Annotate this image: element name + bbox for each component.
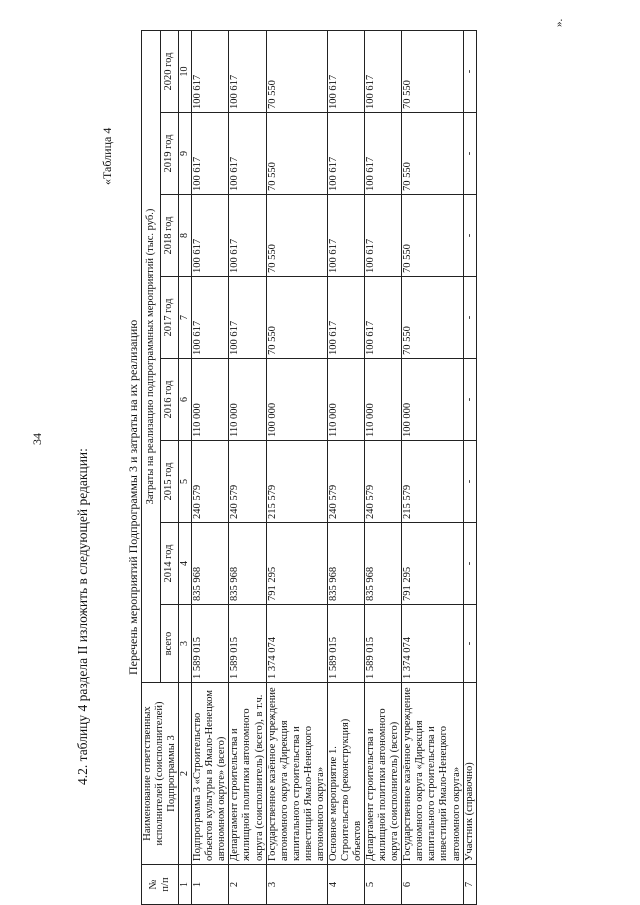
table-row bbox=[266, 31, 327, 905]
row-value: 835 968 bbox=[365, 523, 402, 605]
row-value: 70 550 bbox=[402, 31, 463, 113]
column-index: 2 bbox=[179, 683, 192, 865]
table-title: Перечень мероприятий Подпрограммы 3 и затраты на их реализацию bbox=[126, 319, 140, 675]
row-name: Государственное казённое учреждение автономного округа «Дирекция капитального строительства и инвестиций Ямало-Ненецкого автономного округа» bbox=[266, 683, 327, 865]
row-value: 835 968 bbox=[327, 523, 364, 605]
row-value: 70 550 bbox=[266, 31, 327, 113]
program-costs-table bbox=[141, 30, 477, 905]
row-number: 4 bbox=[327, 865, 364, 905]
row-value: 100 617 bbox=[229, 277, 266, 359]
row-value: 100 617 bbox=[229, 31, 266, 113]
column-index: 10 bbox=[179, 31, 192, 113]
column-index: 6 bbox=[179, 359, 192, 441]
header-num: № п/п bbox=[142, 865, 179, 905]
header-year: 2016 год bbox=[160, 359, 179, 441]
row-value: 100 617 bbox=[327, 31, 364, 113]
header-costs: Затраты на реализацию подпрограммных мероприятий (тыс. руб.) bbox=[142, 31, 161, 683]
row-value: 70 550 bbox=[266, 277, 327, 359]
row-value: 240 579 bbox=[327, 441, 364, 523]
row-value: 240 579 bbox=[192, 441, 229, 523]
row-value: - bbox=[463, 31, 476, 113]
row-value: - bbox=[463, 359, 476, 441]
header-year: 2019 год bbox=[160, 113, 179, 195]
row-name: Участник (справочно) bbox=[463, 683, 476, 865]
row-value: 100 617 bbox=[365, 195, 402, 277]
row-name: Основное мероприятие 1. Строительство (реконструкция) объектов bbox=[327, 683, 364, 865]
row-value: 100 617 bbox=[327, 113, 364, 195]
row-value: 100 617 bbox=[327, 277, 364, 359]
row-value: 100 617 bbox=[192, 195, 229, 277]
row-value: 100 617 bbox=[365, 277, 402, 359]
row-value: 100 617 bbox=[192, 113, 229, 195]
row-value: - bbox=[463, 523, 476, 605]
row-value: 70 550 bbox=[402, 195, 463, 277]
table-row bbox=[229, 31, 266, 905]
column-index: 4 bbox=[179, 523, 192, 605]
table-row bbox=[365, 31, 402, 905]
page-number: 34 bbox=[30, 433, 44, 445]
row-value: - bbox=[463, 113, 476, 195]
row-value: 240 579 bbox=[229, 441, 266, 523]
row-total: 1 589 015 bbox=[229, 605, 266, 683]
row-value: 215 579 bbox=[266, 441, 327, 523]
header-year: 2014 год bbox=[160, 523, 179, 605]
row-value: 100 617 bbox=[365, 113, 402, 195]
row-value: 240 579 bbox=[365, 441, 402, 523]
row-value: 100 617 bbox=[229, 195, 266, 277]
row-total: 1 589 015 bbox=[327, 605, 364, 683]
row-name: Государственное казённое учреждение автономного округа «Дирекция капитального строительства и инвестиций Ямало-Ненецкого автономного округа» bbox=[402, 683, 463, 865]
row-name: Департамент строительства и жилищной политики автономного округа (соисполнитель) (всего) bbox=[365, 683, 402, 865]
row-value: 70 550 bbox=[266, 195, 327, 277]
row-value: 70 550 bbox=[266, 113, 327, 195]
row-number: 1 bbox=[192, 865, 229, 905]
header-total: всего bbox=[160, 605, 179, 683]
column-index-row bbox=[179, 31, 192, 905]
table-caption: «Таблица 4 bbox=[100, 127, 114, 185]
row-number: 7 bbox=[463, 865, 476, 905]
row-value: 110 000 bbox=[229, 359, 266, 441]
row-total: 1 374 074 bbox=[266, 605, 327, 683]
row-number: 3 bbox=[266, 865, 327, 905]
header-year: 2017 год bbox=[160, 277, 179, 359]
row-value: 100 000 bbox=[266, 359, 327, 441]
row-value: - bbox=[463, 441, 476, 523]
row-value: 110 000 bbox=[365, 359, 402, 441]
row-number: 6 bbox=[402, 865, 463, 905]
row-number: 5 bbox=[365, 865, 402, 905]
row-value: 100 617 bbox=[229, 113, 266, 195]
row-value: 70 550 bbox=[402, 113, 463, 195]
row-value: 100 617 bbox=[192, 277, 229, 359]
row-total: 1 374 074 bbox=[402, 605, 463, 683]
column-index: 3 bbox=[179, 605, 192, 683]
row-value: 110 000 bbox=[327, 359, 364, 441]
table-row bbox=[327, 31, 364, 905]
row-value: 100 617 bbox=[327, 195, 364, 277]
row-value: - bbox=[463, 195, 476, 277]
table-row bbox=[463, 31, 476, 905]
row-value: 791 295 bbox=[402, 523, 463, 605]
row-value: 215 579 bbox=[402, 441, 463, 523]
closing-quote-mark: ». bbox=[553, 18, 565, 27]
row-name: Департамент строительства и жилищной политики автономного округа (соисполнитель) (всего), в т.ч. bbox=[229, 683, 266, 865]
row-value: 100 617 bbox=[365, 31, 402, 113]
column-index: 1 bbox=[179, 865, 192, 905]
row-value: - bbox=[463, 277, 476, 359]
row-number: 2 bbox=[229, 865, 266, 905]
table-row bbox=[192, 31, 229, 905]
header-year: 2015 год bbox=[160, 441, 179, 523]
header-name: Наименование ответственных исполнителей (соисполнителей) Подпрограммы 3 bbox=[142, 683, 179, 865]
header-year: 2020 год bbox=[160, 31, 179, 113]
row-value: 70 550 bbox=[402, 277, 463, 359]
row-value: 835 968 bbox=[192, 523, 229, 605]
table-header-row bbox=[142, 31, 161, 905]
amendment-heading: 4.2. таблицу 4 раздела II изложить в следующей редакции: bbox=[75, 448, 90, 785]
column-index: 5 bbox=[179, 441, 192, 523]
column-index: 9 bbox=[179, 113, 192, 195]
header-year: 2018 год bbox=[160, 195, 179, 277]
column-index: 7 bbox=[179, 277, 192, 359]
column-index: 8 bbox=[179, 195, 192, 277]
row-value: 835 968 bbox=[229, 523, 266, 605]
table-row bbox=[402, 31, 463, 905]
row-name: Подпрограмма 3 «Строительство объектов культуры в Ямало-Ненецком автономном округе» (всего) bbox=[192, 683, 229, 865]
row-value: 110 000 bbox=[192, 359, 229, 441]
row-value: 791 295 bbox=[266, 523, 327, 605]
row-total: - bbox=[463, 605, 476, 683]
row-value: 100 617 bbox=[192, 31, 229, 113]
row-total: 1 589 015 bbox=[192, 605, 229, 683]
row-value: 100 000 bbox=[402, 359, 463, 441]
row-total: 1 589 015 bbox=[365, 605, 402, 683]
